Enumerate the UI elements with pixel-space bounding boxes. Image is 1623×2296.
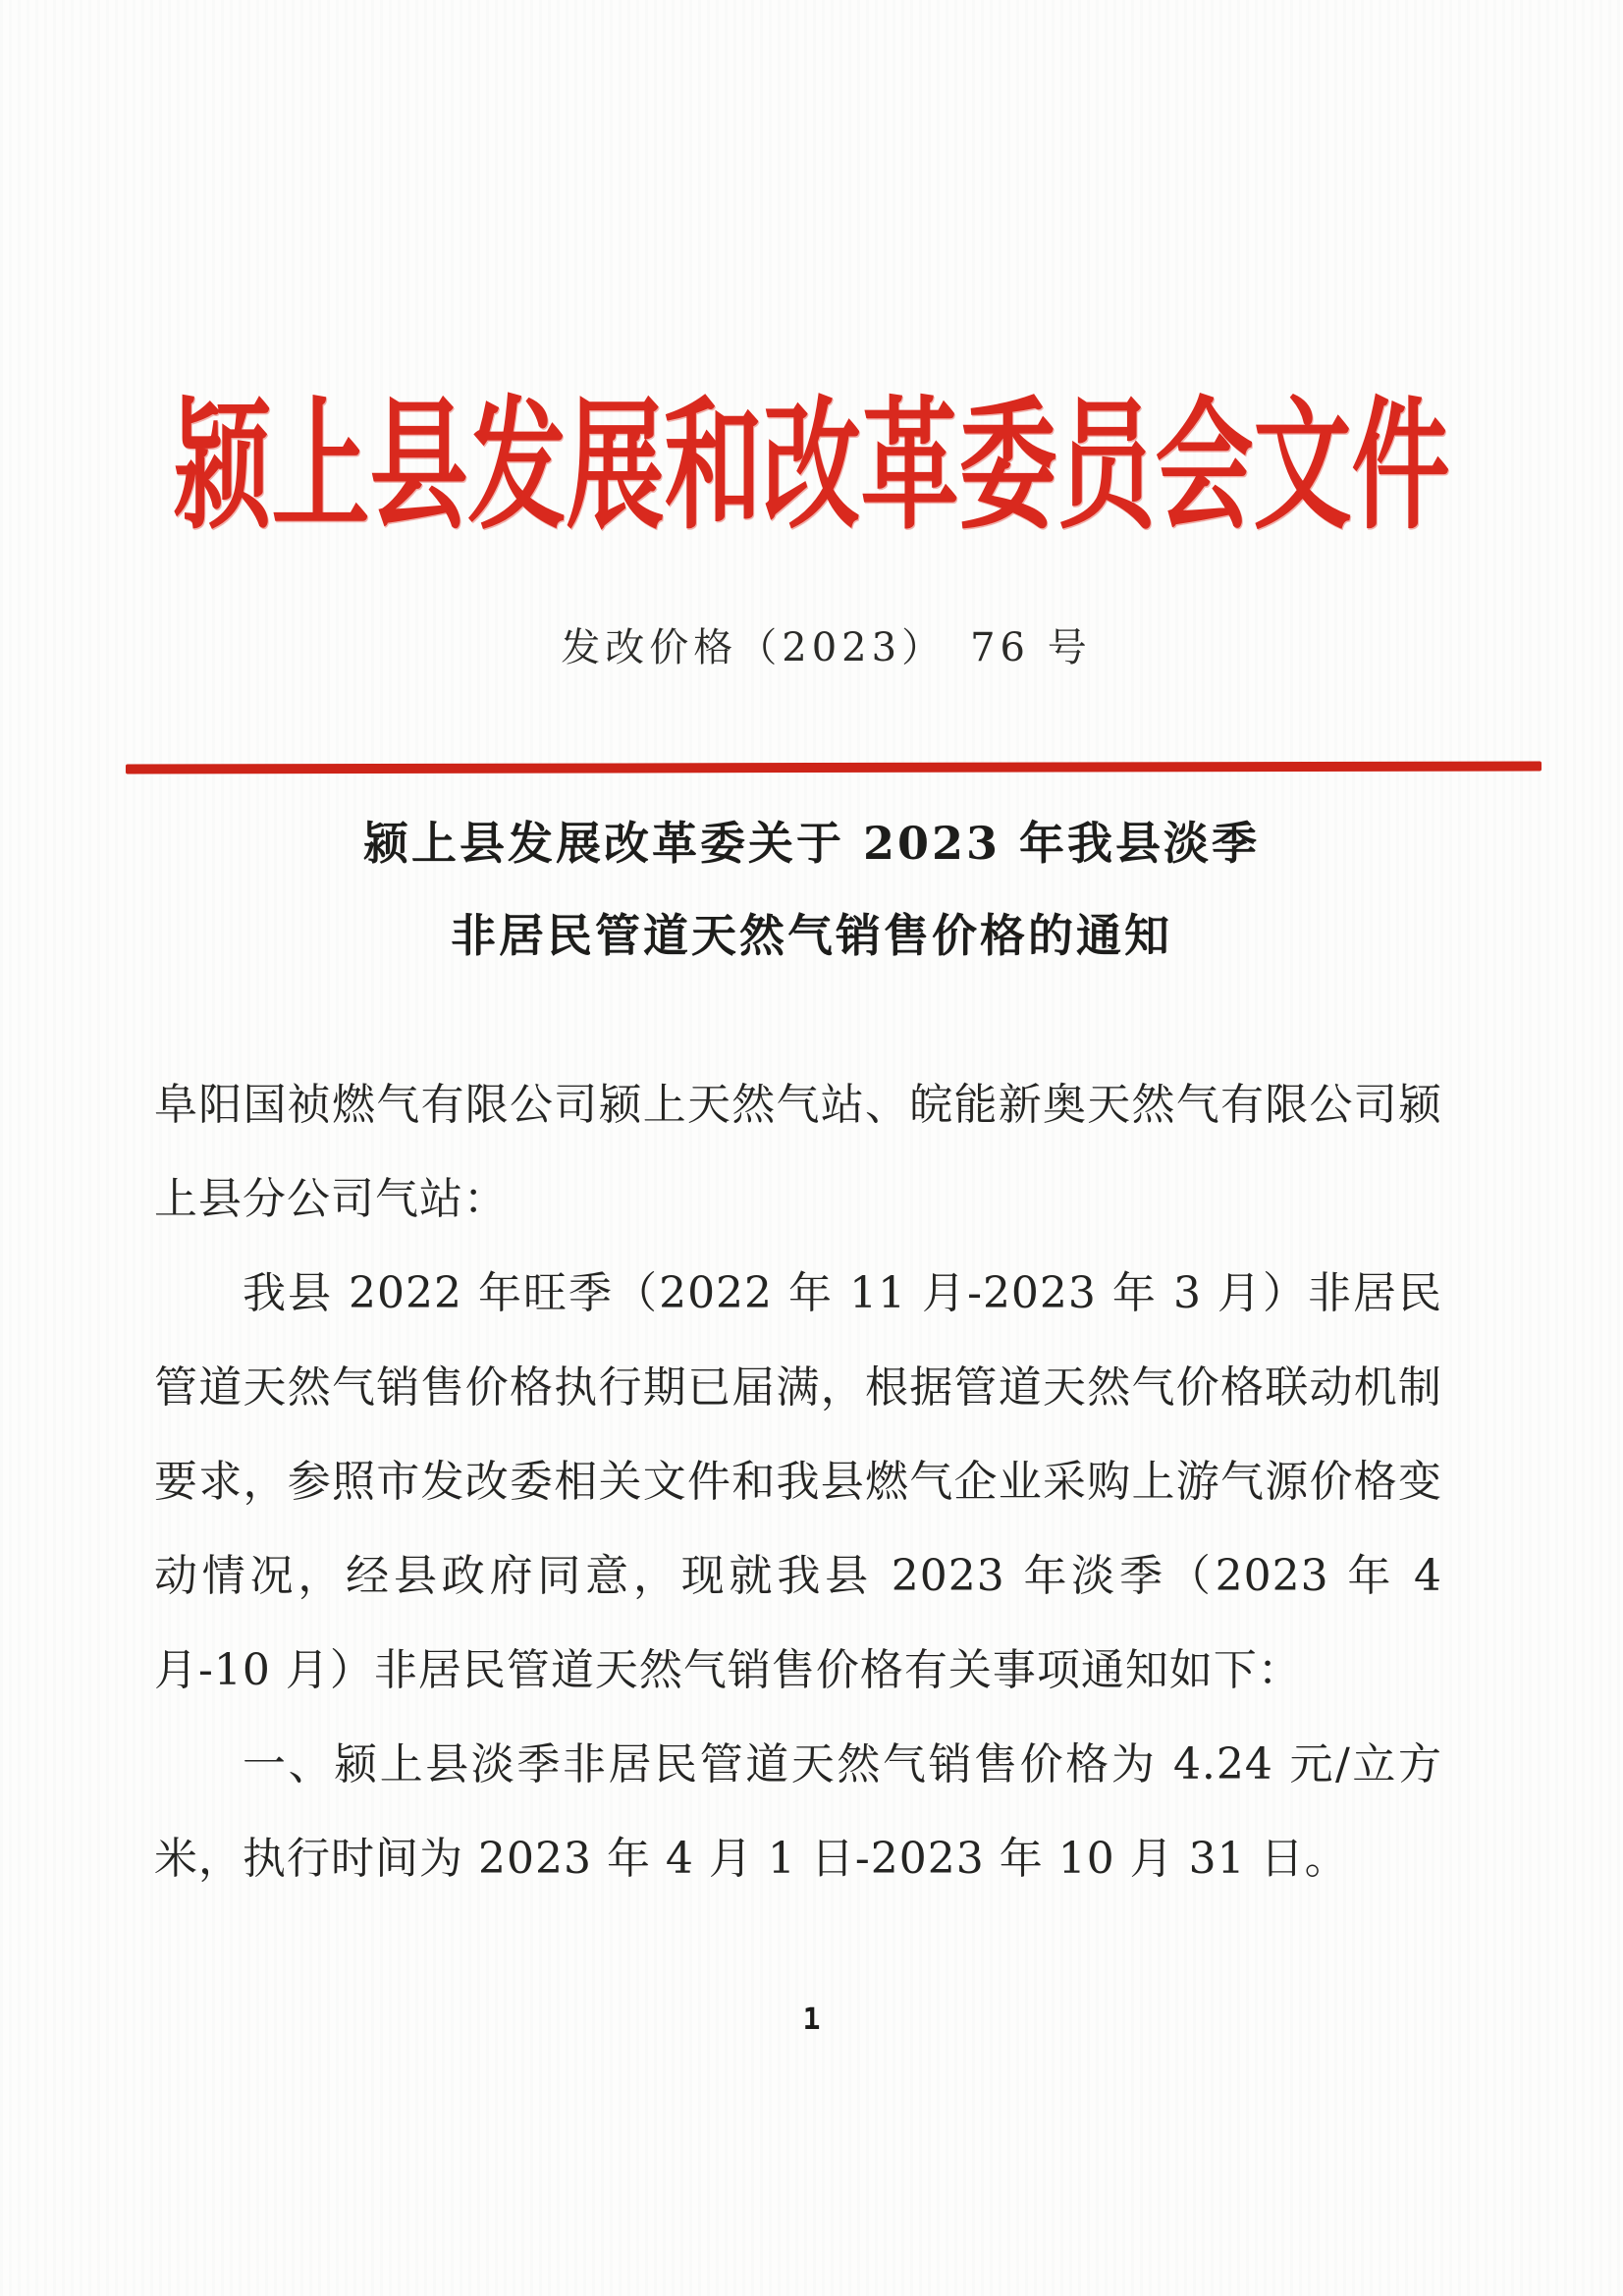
document-number: 发改价格（2023） 76 号 [561, 625, 1092, 670]
document-subject [0, 797, 1623, 982]
document-body [154, 1058, 1442, 1906]
paragraph-background: 我县 2022 年旺季（2022 年 11 月-2023 年 3 月）非居民管道天然气销售价格执行期已届满，根据管道天然气价格联动机制要求，参照市发改委相关文件和我县燃气企业采购上游气源价格变动情况，经县政府同意，现就我县 2023 年淡季（2023 年 4 月-10 月）非居民管道天然气销售价格有关事项通知如下： [154, 1268, 1442, 1695]
subject-line-1: 颍上县发展改革委关于 2023 年我县淡季 [362, 817, 1261, 870]
letterhead-title: 颍上县发展和改革委员会文件 [173, 381, 1450, 550]
salutation: 阜阳国祯燃气有限公司颍上天然气站、皖能新奥天然气有限公司颍上县分公司气站： [154, 1080, 1442, 1224]
subject-line-2: 非居民管道天然气销售价格的通知 [451, 909, 1172, 962]
paragraph-item-one: 一、颍上县淡季非居民管道天然气销售价格为 4.24 元/立方米，执行时间为 2023 年 4 月 1 日-2023 年 10 月 31 日。 [154, 1739, 1442, 1884]
page-number: 1 [802, 2002, 821, 2037]
red-divider-line [126, 761, 1542, 774]
